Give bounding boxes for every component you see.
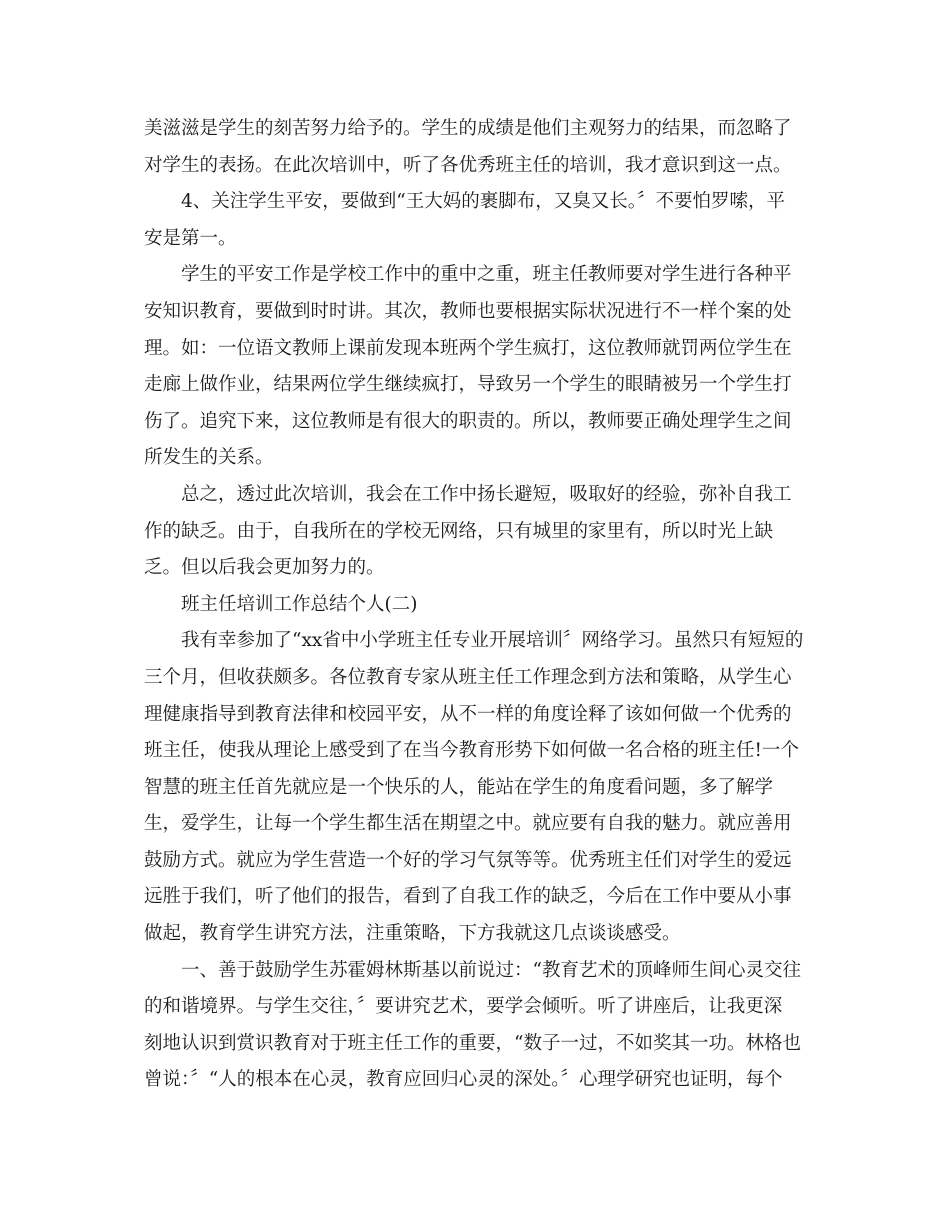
text-line: 4、关注学生平安，要做到“王大妈的裹脚布，又臭又长。〞不要怕罗嗦，平 xyxy=(181,191,785,213)
text-line: 安知识教育，要做到时时讲。其次，教师也要根据实际状况进行不一样个案的处 xyxy=(144,300,792,322)
text-line: 智慧的班主任首先就应是一个快乐的人，能站在学生的角度看问题，多了解学 xyxy=(144,776,774,798)
text-line: 班主任，使我从理论上感受到了在当今教育形势下如何做一名合格的班主任!一个 xyxy=(144,740,799,762)
text-line: 走廊上做作业，结果两位学生继续疯打，导致另一个学生的眼睛被另一个学生打 xyxy=(144,374,792,396)
text-line: 三个月，但收获颇多。各位教育专家从班主任工作理念到方法和策略，从学生心 xyxy=(144,666,792,688)
text-line: 学生的平安工作是学校工作中的重中之重，班主任教师要对学生进行各种平 xyxy=(181,264,792,286)
text-line: 刻地认识到赏识教育对于班主任工作的重要，“数子一过，不如奖其一功。林格也 xyxy=(144,1032,801,1054)
text-line: 理。如：一位语文教师上课前发现本班两个学生疯打，这位教师就罚两位学生在 xyxy=(144,337,792,359)
text-line: 一、善于鼓励学生苏霍姆林斯基以前说过：“教育艺术的顶峰师生间心灵交往 xyxy=(181,959,801,981)
text-line: 远胜于我们，听了他们的报告，看到了自我工作的缺乏，今后在工作中要从小事 xyxy=(144,886,792,908)
text-line: 乏。但以后我会更加努力的。 xyxy=(144,557,385,579)
text-line: 作的缺乏。由于，自我所在的学校无网络，只有城里的家里有，所以时光上缺 xyxy=(144,520,774,542)
text-line: 我有幸参加了“xx省中小学班主任专业开展培训〞网络学习。虽然只有短短的 xyxy=(181,630,804,652)
text-line: 曾说：〞“人的根本在心灵，教育应回归心灵的深处。〞心理学研究也证明，每个 xyxy=(144,1069,783,1091)
text-line: 的和谐境界。与学生交往，〞要讲究艺术，要学会倾听。听了讲座后，让我更深 xyxy=(144,996,783,1018)
text-line: 做起，教育学生讲究方法，注重策略，下方我就这几点谈谈感受。 xyxy=(144,923,681,945)
text-line: 伤了。追究下来，这位教师是有很大的职责的。所以，教师要正确处理学生之间 xyxy=(144,410,792,432)
text-line: 理健康指导到教育法律和校园平安，从不一样的角度诠释了该如何做一个优秀的 xyxy=(144,703,792,725)
text-line: 生，爱学生，让每一个学生都生活在期望之中。就应要有自我的魅力。就应善用 xyxy=(144,813,792,835)
text-line: 所发生的关系。 xyxy=(144,447,274,469)
text-line: 对学生的表扬。在此次培训中，听了各优秀班主任的培训，我才意识到这一点。 xyxy=(144,154,792,176)
text-line: 鼓励方式。就应为学生营造一个好的学习气氛等等。优秀班主任们对学生的爱远 xyxy=(144,849,792,871)
text-line: 美滋滋是学生的刻苦努力给予的。学生的成绩是他们主观努力的结果，而忽略了 xyxy=(144,118,792,139)
section-heading: 班主任培训工作总结个人(二) xyxy=(181,593,418,615)
text-line: 总之，透过此次培训，我会在工作中扬长避短，吸取好的经验，弥补自我工 xyxy=(181,483,792,505)
document-body xyxy=(144,111,824,1099)
text-line: 安是第一。 xyxy=(144,227,237,249)
